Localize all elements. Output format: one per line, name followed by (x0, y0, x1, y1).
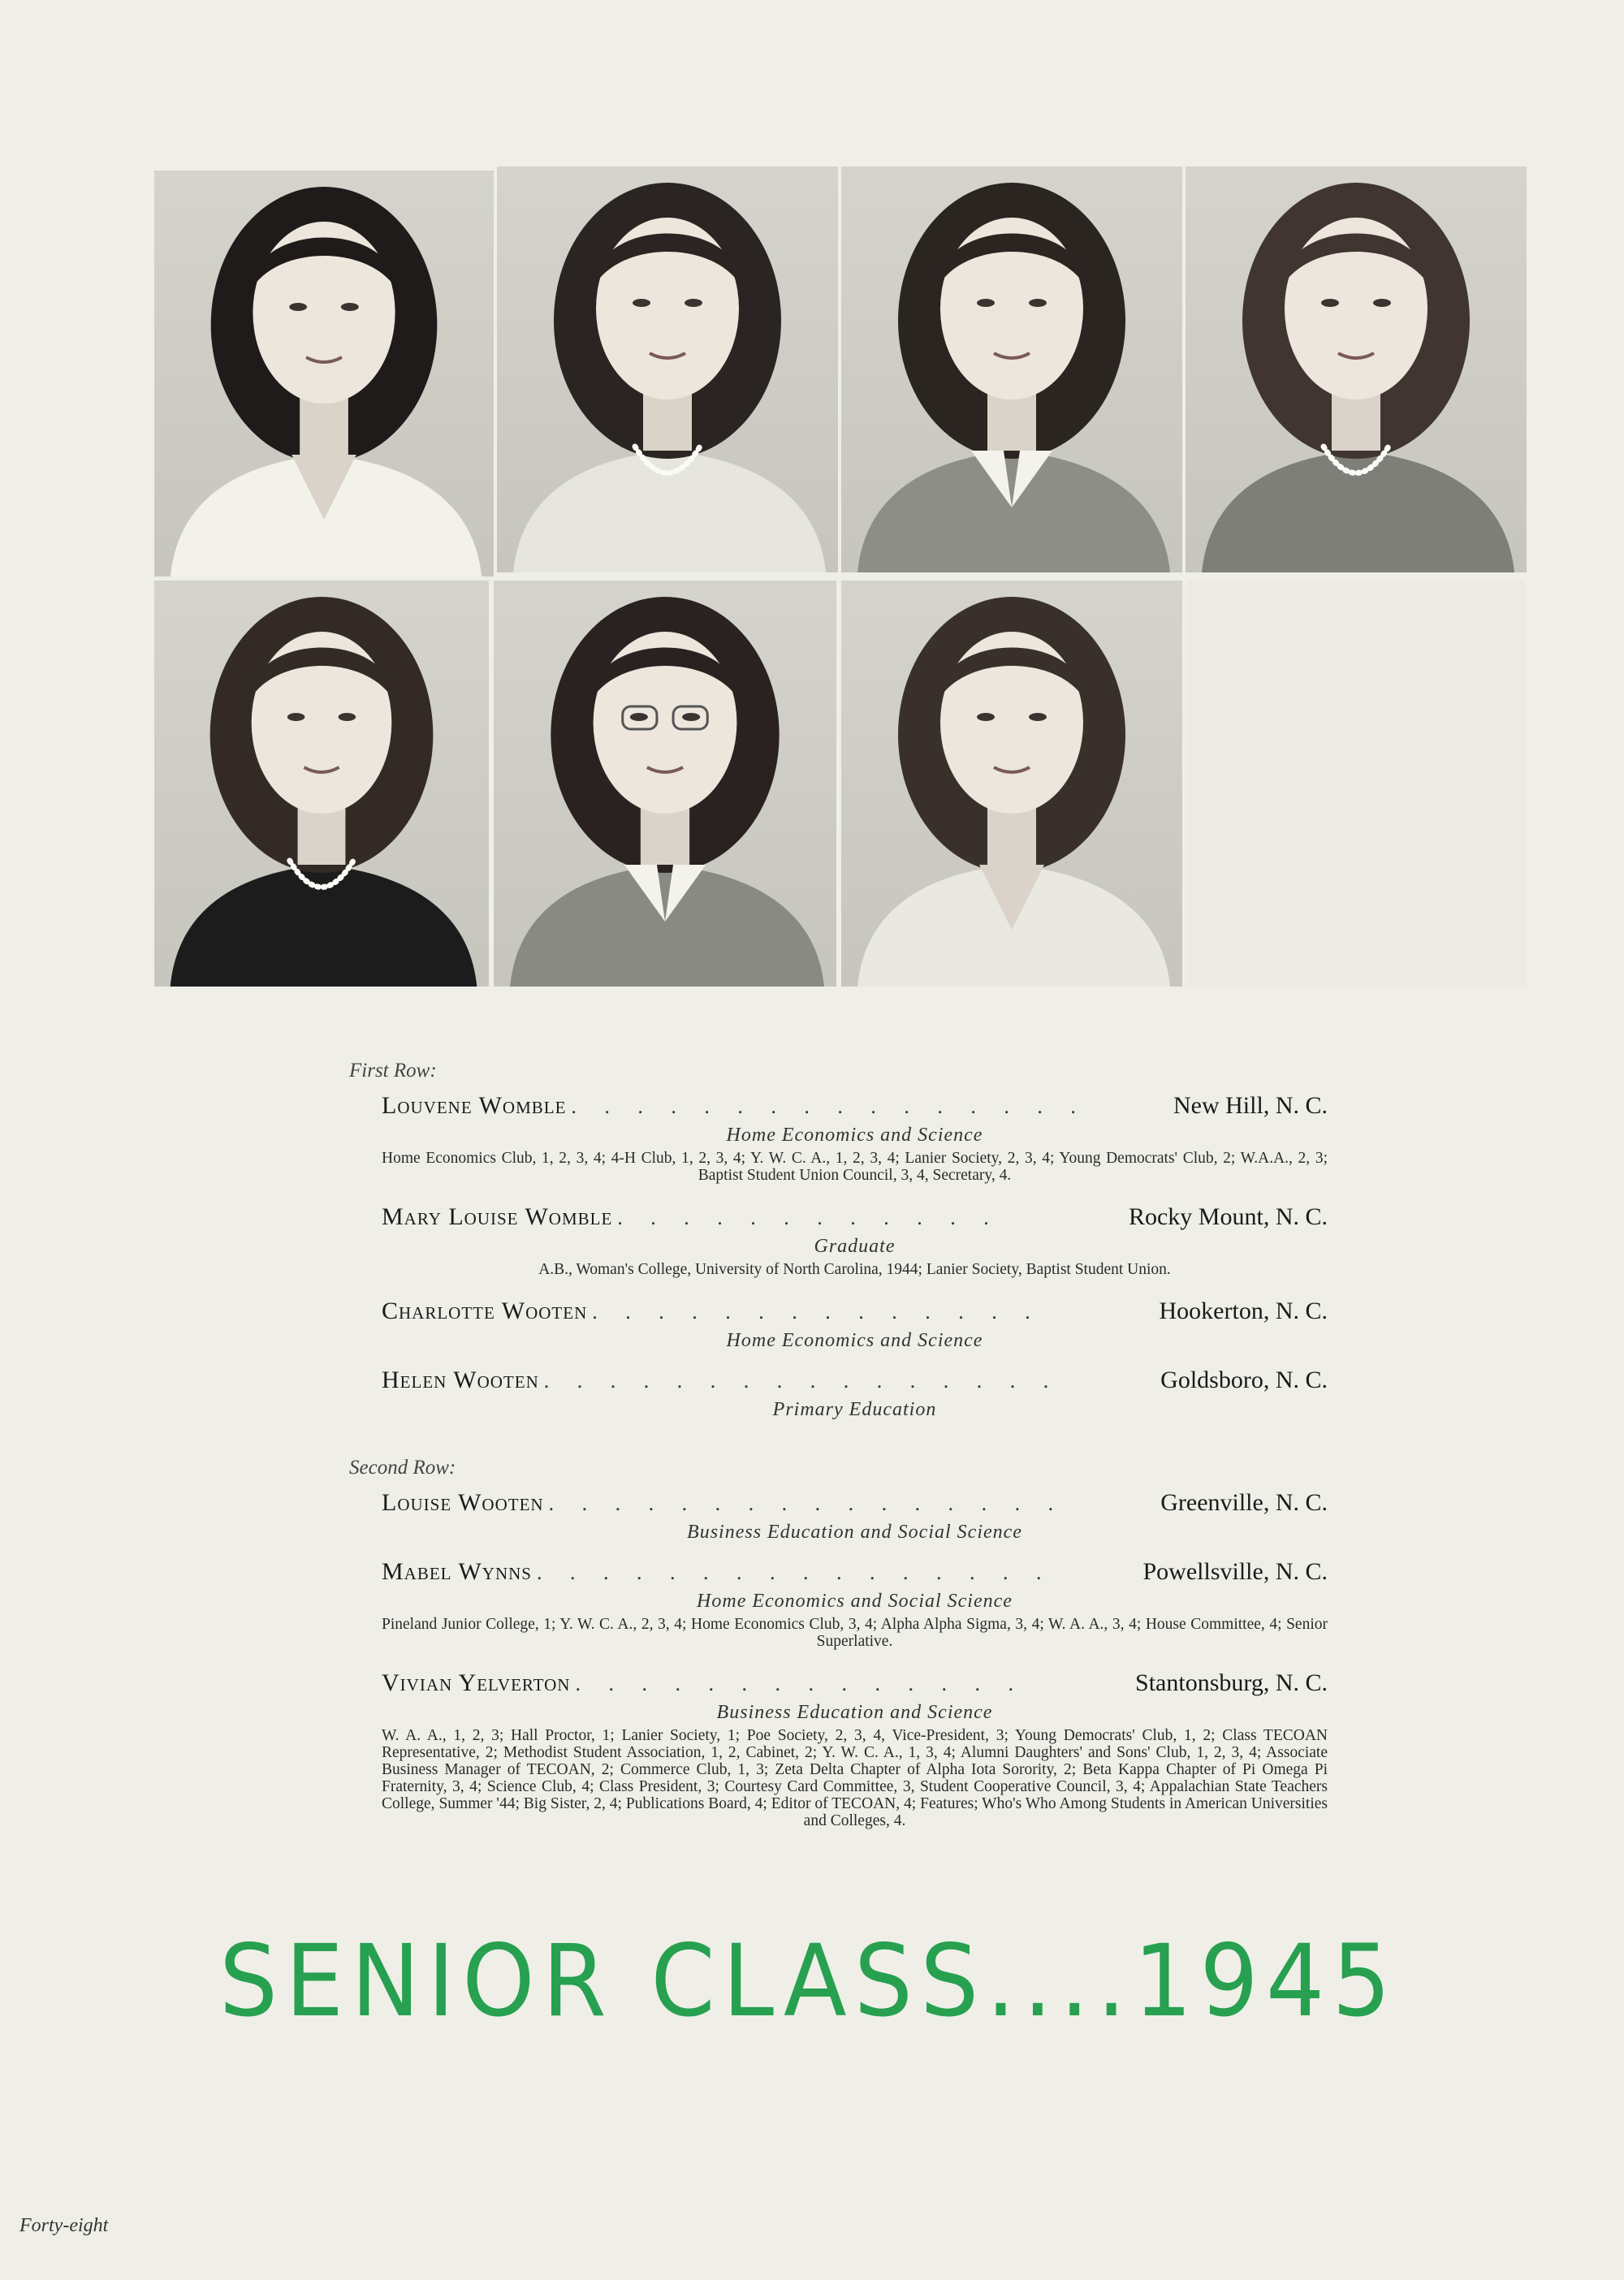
name-line (382, 1557, 1328, 1588)
roster-entry (382, 1488, 1328, 1545)
portrait-silhouette (494, 581, 836, 987)
major: Home Economics and Science (726, 1330, 983, 1351)
student-name: Mary Louise Womble (382, 1203, 613, 1230)
portrait-eye-left (977, 713, 995, 721)
senior-class-title: SENIOR CLASS....1945 (219, 1924, 1398, 2039)
portrait-eye-right (682, 713, 700, 721)
hometown: Goldsboro, N. C. (1160, 1367, 1328, 1393)
portrait-silhouette (154, 581, 489, 987)
major: Business Education and Social Science (687, 1522, 1022, 1543)
major: Business Education and Science (716, 1702, 993, 1723)
activities: A.B., Woman's College, University of North Carolina, 1944; Lanier Society, Baptist Student Union. (538, 1261, 1171, 1278)
portrait-silhouette (841, 166, 1182, 572)
portrait-photo-2 (497, 166, 838, 572)
portrait-grid (154, 166, 1527, 987)
second-row-heading: Second Row: (349, 1457, 456, 1479)
portrait-shoulders (1202, 451, 1514, 572)
portrait-eye-right (339, 713, 356, 721)
empty-photo-slot (1187, 581, 1525, 987)
student-name: Mabel Wynns (382, 1558, 532, 1585)
activities: W. A. A., 1, 2, 3; Hall Proctor, 1; Lanier Society, 1; Poe Society, 2, 3, 4, Vice-President, 3; Young Democrats' Club, 1, 2; Class TECOAN Representative, 2; Methodist Student Association, 1, 2, Cabinet, 2; Y. W. C. A., 1, 3, 4; Alumni Daughters' and Sons' Club, 1, 2, 3, 4; Associate Business Manager of TECOAN, 2; Commerce Club, 1, 3; Zeta Delta Chapter of Alpha Iota Sorority, 2; Beta Kappa Chapter of Pi Omega Pi Fraternity, 3, 4; Science Club, 4; Class President, 3; Courtesy Card Committee, 3, Student Cooperative Council, 3, 4; Appalachian State Teachers College, Summer '44; Big Sister, 2, 4; Publications Board, 4; Editor of TECOAN, 4; Features; Who's Who Among Students in American Universities and Colleges, 4. (382, 1727, 1328, 1829)
portrait-eye-right (1029, 299, 1047, 307)
portrait-eye-right (685, 299, 702, 307)
major: Primary Education (772, 1399, 937, 1420)
roster-entry (382, 1668, 1328, 1829)
portrait-silhouette (1186, 166, 1527, 572)
name-line (382, 1668, 1328, 1699)
leader-dots: . . . . . . . . . . . . . . . . (571, 1095, 1087, 1118)
student-name: Helen Wooten (382, 1367, 539, 1393)
portrait-shoulders (510, 865, 824, 987)
activities: Pineland Junior College, 1; Y. W. C. A., 2, 3, 4; Home Economics Club, 3, 4; Alpha Alpha Sigma, 3, 4; W. A. A., 3, 4; House Committee, 4; Senior Superlative. (382, 1616, 1328, 1650)
hometown: Stantonsburg, N. C. (1135, 1669, 1328, 1696)
hometown: New Hill, N. C. (1173, 1092, 1328, 1119)
portrait-eye-right (341, 303, 359, 311)
portrait-eye-left (1321, 299, 1339, 307)
name-line (382, 1365, 1328, 1397)
leader-dots: . . . . . . . . . . . . (617, 1206, 1000, 1229)
roster-entry (382, 1557, 1328, 1650)
name-line (382, 1488, 1328, 1519)
roster-entry (382, 1202, 1328, 1278)
portrait-eye-right (1029, 713, 1047, 721)
portrait-photo-3 (841, 166, 1182, 572)
student-name: Louise Wooten (382, 1489, 544, 1516)
roster-entry (382, 1090, 1328, 1184)
leader-dots: . . . . . . . . . . . . . . . . (548, 1492, 1065, 1515)
portrait-eye-left (630, 713, 648, 721)
name-line (382, 1090, 1328, 1122)
roster-entry (382, 1365, 1328, 1423)
first-row-heading: First Row: (349, 1060, 437, 1082)
student-name: Louvene Womble (382, 1092, 567, 1119)
senior-roster (349, 1060, 1328, 1829)
portrait-shoulders (513, 451, 826, 572)
hometown: Greenville, N. C. (1160, 1489, 1328, 1516)
name-line (382, 1202, 1328, 1233)
leader-dots: . . . . . . . . . . . . . . (592, 1300, 1042, 1324)
portrait-shoulders (171, 865, 477, 987)
major: Graduate (814, 1236, 896, 1257)
portrait-eye-left (633, 299, 650, 307)
major: Home Economics and Social Science (697, 1591, 1013, 1612)
major: Home Economics and Science (726, 1125, 983, 1146)
portrait-eye-left (977, 299, 995, 307)
student-name: Charlotte Wooten (382, 1298, 588, 1324)
portrait-photo-7 (841, 581, 1182, 987)
hometown: Rocky Mount, N. C. (1128, 1203, 1328, 1230)
portrait-photo-6 (494, 581, 836, 987)
leader-dots: . . . . . . . . . . . . . . . . (543, 1369, 1060, 1393)
portrait-photo-4 (1186, 166, 1527, 572)
roster-entry (382, 1296, 1328, 1354)
leader-dots: . . . . . . . . . . . . . . . . (536, 1561, 1053, 1584)
hometown: Hookerton, N. C. (1159, 1298, 1328, 1324)
portrait-silhouette (154, 171, 494, 576)
portrait-photo-1 (154, 171, 494, 576)
page-number: Forty-eight (19, 2215, 109, 2236)
portrait-eye-left (289, 303, 307, 311)
portrait-photo-5 (154, 581, 489, 987)
leader-dots: . . . . . . . . . . . . . . (575, 1672, 1025, 1695)
portrait-silhouette (497, 166, 838, 572)
portrait-shoulders (857, 451, 1170, 572)
portrait-silhouette (841, 581, 1182, 987)
portrait-eye-right (1373, 299, 1391, 307)
student-name: Vivian Yelverton (382, 1669, 571, 1696)
activities: Home Economics Club, 1, 2, 3, 4; 4-H Club, 1, 2, 3, 4; Y. W. C. A., 1, 2, 3, 4; Lanier Society, 2, 3, 4; Young Democrats' Club, 2; W.A.A., 2, 3; Baptist Student Union Council, 3, 4, Secretary, 4. (382, 1150, 1328, 1184)
hometown: Powellsville, N. C. (1142, 1558, 1328, 1585)
portrait-eye-left (287, 713, 305, 721)
name-line (382, 1296, 1328, 1328)
